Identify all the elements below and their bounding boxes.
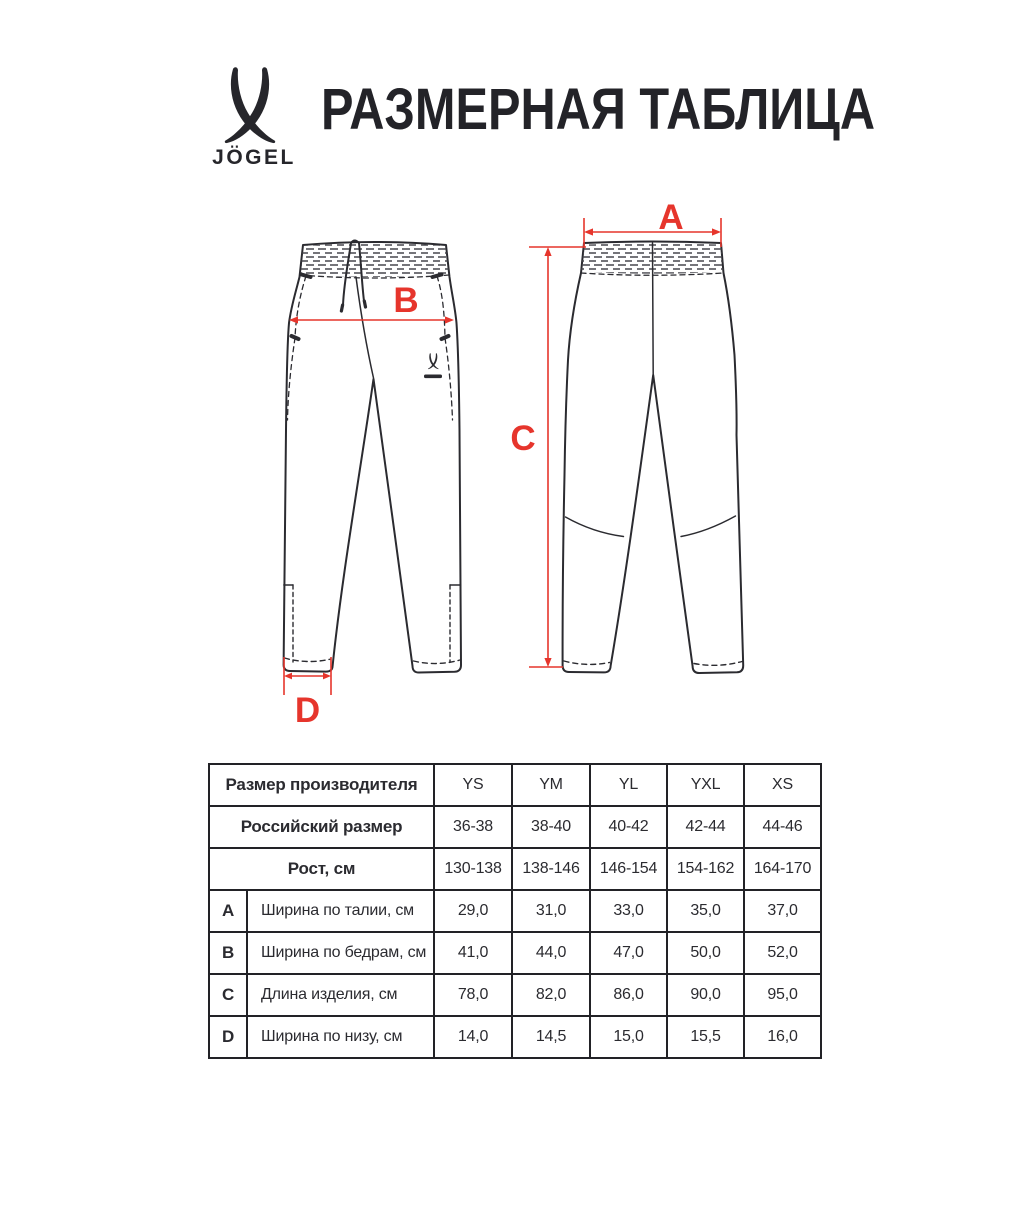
table-cell: YM bbox=[512, 764, 590, 806]
table-cell: 15,0 bbox=[590, 1016, 667, 1058]
row-label: Российский размер bbox=[209, 806, 434, 848]
table-cell: 14,0 bbox=[434, 1016, 512, 1058]
table-cell: 44-46 bbox=[744, 806, 821, 848]
brand-wordmark: JÖGEL bbox=[212, 146, 296, 169]
table-cell: 16,0 bbox=[744, 1016, 821, 1058]
table-row-measure-b bbox=[209, 932, 821, 974]
dimension-label-d: D bbox=[294, 691, 321, 730]
table-row-measure-c bbox=[209, 974, 821, 1016]
table-cell: 40-42 bbox=[590, 806, 667, 848]
table-cell: 36-38 bbox=[434, 806, 512, 848]
jogel-logo-icon bbox=[218, 66, 282, 146]
table-cell: 38-40 bbox=[512, 806, 590, 848]
table-row-russian-size bbox=[209, 806, 821, 848]
back-center-seam bbox=[653, 243, 654, 375]
table-cell: 95,0 bbox=[744, 974, 821, 1016]
table-cell: 154-162 bbox=[667, 848, 744, 890]
table-cell: 164-170 bbox=[744, 848, 821, 890]
table-row-manufacturer-size bbox=[209, 764, 821, 806]
table-cell: 52,0 bbox=[744, 932, 821, 974]
table-cell: 37,0 bbox=[744, 890, 821, 932]
table-cell: 42-44 bbox=[667, 806, 744, 848]
table-cell: 14,5 bbox=[512, 1016, 590, 1058]
table-cell: 130-138 bbox=[434, 848, 512, 890]
dimension-label-a: A bbox=[658, 198, 684, 237]
table-cell: 146-154 bbox=[590, 848, 667, 890]
table-cell: YS bbox=[434, 764, 512, 806]
table-cell: YXL bbox=[667, 764, 744, 806]
table-cell: 138-146 bbox=[512, 848, 590, 890]
table-cell: YL bbox=[590, 764, 667, 806]
row-label: Рост, см bbox=[209, 848, 434, 890]
back-pants-drawing bbox=[563, 242, 744, 674]
measure-letter: D bbox=[209, 1016, 247, 1058]
measure-letter: C bbox=[209, 974, 247, 1016]
table-cell: XS bbox=[744, 764, 821, 806]
table-row-measure-a bbox=[209, 890, 821, 932]
page-title: РАЗМЕРНАЯ ТАБЛИЦА bbox=[321, 77, 876, 142]
dimension-label-b: B bbox=[393, 281, 419, 320]
table-cell: 78,0 bbox=[434, 974, 512, 1016]
front-waistband-elastic bbox=[301, 243, 450, 277]
size-table bbox=[208, 763, 822, 1059]
row-label: Размер производителя bbox=[209, 764, 434, 806]
table-cell: 47,0 bbox=[590, 932, 667, 974]
measure-name: Ширина по бедрам, см bbox=[247, 932, 434, 974]
table-cell: 90,0 bbox=[667, 974, 744, 1016]
pants-diagram-canvas bbox=[240, 195, 800, 730]
table-cell: 15,5 bbox=[667, 1016, 744, 1058]
dimension-label-c: C bbox=[510, 419, 536, 458]
table-cell: 50,0 bbox=[667, 932, 744, 974]
pants-logo-wordmark bbox=[424, 375, 442, 379]
table-cell: 31,0 bbox=[512, 890, 590, 932]
table-cell: 86,0 bbox=[590, 974, 667, 1016]
table-cell: 33,0 bbox=[590, 890, 667, 932]
table-cell: 82,0 bbox=[512, 974, 590, 1016]
front-pants-outline bbox=[284, 242, 461, 673]
measure-name: Ширина по талии, см bbox=[247, 890, 434, 932]
measure-letter: B bbox=[209, 932, 247, 974]
table-row-measure-d bbox=[209, 1016, 821, 1058]
table-cell: 44,0 bbox=[512, 932, 590, 974]
measure-name: Ширина по низу, см bbox=[247, 1016, 434, 1058]
table-cell: 41,0 bbox=[434, 932, 512, 974]
measure-name: Длина изделия, см bbox=[247, 974, 434, 1016]
dimension-a bbox=[584, 198, 721, 247]
pants-diagram bbox=[240, 195, 800, 730]
table-row-height bbox=[209, 848, 821, 890]
measure-letter: A bbox=[209, 890, 247, 932]
front-pants-drawing bbox=[284, 241, 461, 673]
brand-logo bbox=[204, 64, 304, 174]
table-cell: 35,0 bbox=[667, 890, 744, 932]
table-cell: 29,0 bbox=[434, 890, 512, 932]
